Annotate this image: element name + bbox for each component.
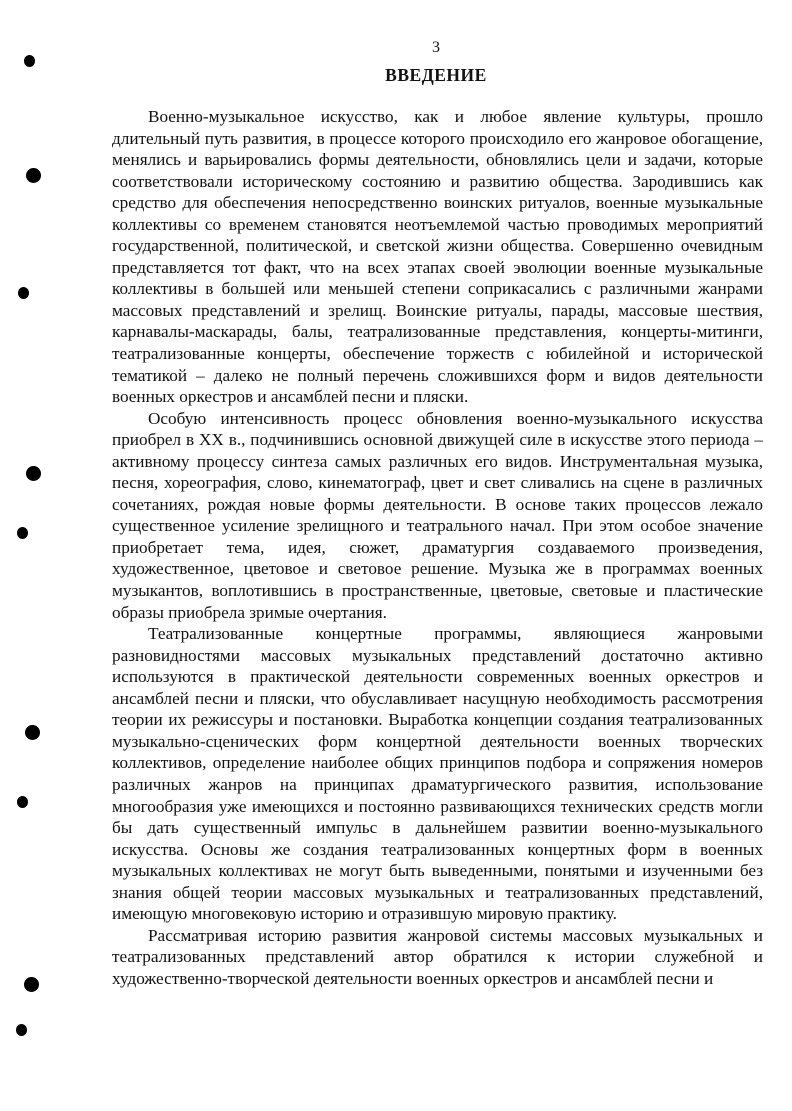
binder-hole (26, 466, 41, 481)
page-number: 3 (432, 39, 440, 56)
binder-hole (26, 168, 41, 183)
binder-hole (17, 796, 28, 808)
paragraph-4: Рассматривая историю развития жанровой системы массовых музыкальных и театрализованных представлений автор обратился к истории служебной и художественно-творческой деятельности военных оркестров и ансамблей песни и (112, 925, 763, 988)
document-body (112, 106, 763, 989)
binder-hole (24, 55, 35, 67)
binder-hole (25, 725, 40, 740)
binder-hole (16, 1024, 27, 1036)
binder-hole (18, 287, 29, 299)
binder-hole (24, 977, 39, 992)
paragraph-2: Особую интенсивность процесс обновления военно-музыкального искусства приобрел в XX в., подчинившись основной движущей силе в искусстве этого периода – активному процессу синтеза самых различных его видов. Инструментальная музыка, песня, хореография, слово, кинематограф, цвет и свет сливались на сцене в различных сочетаниях, рождая новые формы деятельности. В основе таких процессов лежало существенное усиление зрелищного и театрального начал. При этом особое значение приобретает тема, идея, сюжет, драматургия создаваемого произведения, художественное, цветовое и световое решение. Музыка же в программах военных музыкантов, воплотившись в пространственные, цветовые, световые и пластические образы приобрела зримые очертания. (112, 408, 763, 622)
paragraph-1: Военно-музыкальное искусство, как и любое явление культуры, прошло длительный путь развития, в процессе которого происходило его жанровое обогащение, менялись и варьировались формы деятельности, обновлялись цели и задачи, которые соответствовали историческому состоянию и развитию общества. Зародившись как средство для обеспечения непосредственно воинских ритуалов, военные музыкальные коллективы со временем становятся неотъемлемой частью проводимых мероприятий государственной, политической, и светской жизни общества. Совершенно очевидным представляется тот факт, что на всех этапах своей эволюции военные музыкальные коллективы в большей или меньшей степени соприкасались с различными жанрами массовых представлений и зрелищ. Воинские ритуалы, парады, массовые шествия, карнавалы-маскарады, балы, театрализованные представления, концерты-митинги, театрализованные концерты, обеспечение торжеств с юбилейной и исторической тематикой – далеко не полный перечень сложившихся форм и видов деятельности военных оркестров и ансамблей песни и пляски. (112, 107, 763, 407)
page-title: ВВЕДЕНИЕ (385, 65, 487, 85)
binder-hole (17, 527, 28, 539)
paragraph-3: Театрализованные концертные программы, являющиеся жанровыми разновидностями массовых музыкальных представлений достаточно активно используются в практической деятельности современных военных оркестров и ансамблей песни и пляски, что обуславливает насущную необходимость рассмотрения теории их режиссуры и постановки. Выработка концепции создания театрализованных музыкально-сценических форм концертной деятельности военных творческих коллективов, определение наиболее общих принципов подбора и сопряжения номеров различных жанров на принципах драматургического развития, использование многообразия уже имеющихся и постоянно развивающихся технических средств могли бы дать существенный импульс в дальнейшем развитии военно-музыкального искусства. Основы же создания театрализованных концертных форм в военных музыкальных коллективах не могут быть выведенными, понятыми и изученными без знания общей теории массовых музыкальных и театрализованных представлений, имеющую многовековую историю и отразившую мировую практику. (112, 624, 763, 924)
